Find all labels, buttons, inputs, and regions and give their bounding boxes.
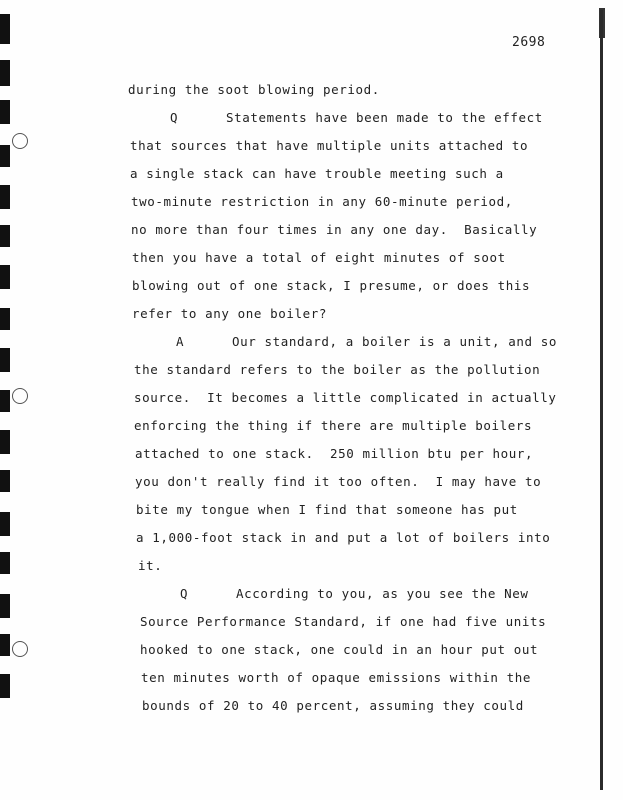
transcript-line: enforcing the thing if there are multiple boilers [134, 418, 533, 433]
margin-mark [0, 552, 10, 574]
right-edge-line [600, 10, 603, 790]
margin-mark [0, 185, 10, 209]
transcript-line: bounds of 20 to 40 percent, assuming they could [142, 698, 524, 713]
punch-hole-icon [12, 641, 28, 657]
margin-mark [0, 14, 10, 44]
speaker-label: Q [180, 586, 189, 601]
speaker-label: A [176, 334, 185, 349]
margin-mark [0, 674, 10, 698]
transcript-line: two-minute restriction in any 60-minute period, [131, 194, 513, 209]
speaker-label: Q [170, 110, 179, 125]
transcript-line: that sources that have multiple units attached to [130, 138, 529, 153]
margin-mark [0, 390, 10, 412]
transcript-line: it. [138, 558, 163, 573]
transcript-line: bite my tongue when I find that someone has put [136, 502, 518, 517]
margin-mark [0, 265, 10, 289]
transcript-line: attached to one stack. 250 million btu per hour, [135, 446, 534, 461]
margin-mark [0, 308, 10, 330]
transcript-line: no more than four times in any one day. Basically [131, 222, 538, 237]
margin-mark [0, 430, 10, 454]
margin-mark [0, 145, 10, 167]
punch-hole-icon [12, 388, 28, 404]
margin-mark [0, 634, 10, 656]
transcript-line: Q According to you, as you see the New [180, 586, 529, 601]
transcript-line: ten minutes worth of opaque emissions within the [141, 670, 532, 685]
margin-mark [0, 100, 10, 124]
margin-mark [0, 594, 10, 618]
margin-mark [0, 225, 10, 247]
transcript-line: hooked to one stack, one could in an hour put out [140, 642, 539, 657]
transcript-line: A Our standard, a boiler is a unit, and so [176, 334, 558, 349]
margin-mark [0, 470, 10, 492]
transcript-line: then you have a total of eight minutes of soot [132, 250, 506, 265]
transcript-line: blowing out of one stack, I presume, or does this [132, 278, 531, 293]
transcript-line: Source Performance Standard, if one had five units [140, 614, 547, 629]
transcript-line: the standard refers to the boiler as the pollution [134, 362, 541, 377]
transcript-line: you don't really find it too often. I may have to [135, 474, 542, 489]
page-number: 2698 [512, 35, 546, 50]
margin-mark [0, 512, 10, 536]
margin-mark [0, 60, 10, 86]
margin-mark [0, 348, 10, 372]
transcript-line: Q Statements have been made to the effect [170, 110, 543, 125]
transcript-line: refer to any one boiler? [132, 306, 328, 321]
punch-hole-icon [12, 133, 28, 149]
transcript-line: a 1,000-foot stack in and put a lot of boilers into [136, 530, 551, 545]
transcript-line: during the soot blowing period. [128, 82, 380, 97]
transcript-line: source. It becomes a little complicated in actually [134, 390, 557, 405]
transcript-line: a single stack can have trouble meeting such a [130, 166, 504, 181]
